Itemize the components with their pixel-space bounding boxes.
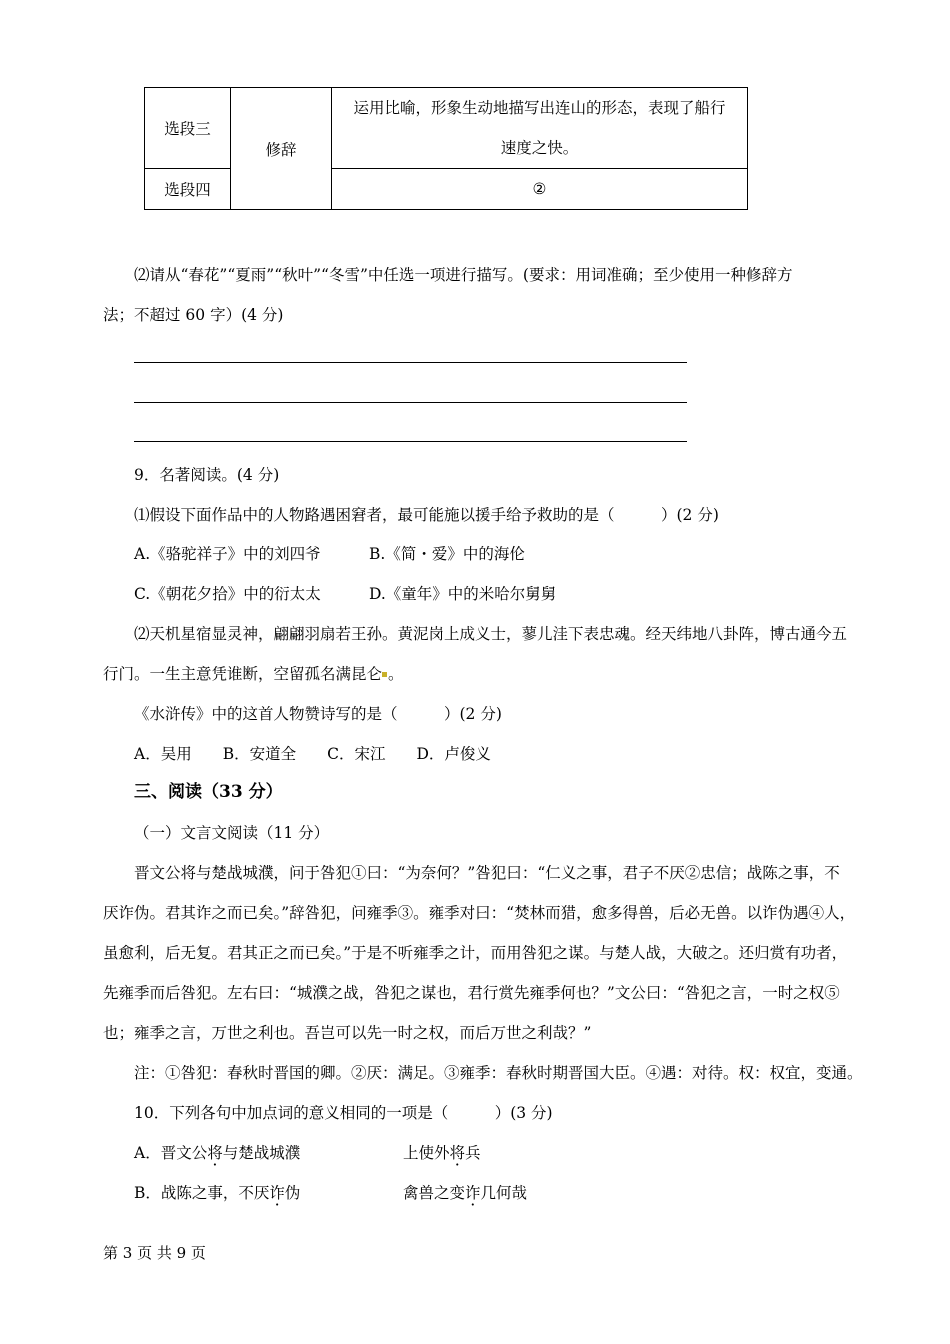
answer-blank-cell: ② [332, 169, 748, 210]
q9-sub2: 《水浒传》中的这首人物赞诗写的是（ ）(2 分) [134, 705, 502, 723]
analysis-line-2: 速度之快。 [500, 139, 579, 157]
analysis-table [144, 87, 748, 210]
analysis-cell [332, 88, 748, 169]
section-3-heading: 三、阅读（33 分） [134, 782, 283, 802]
q10-a2-pre: 上使外 [403, 1144, 450, 1162]
q10-a2-dotted-word: 将 [449, 1144, 466, 1162]
q9-option-d: D.《童年》中的米哈尔舅舅 [369, 585, 557, 603]
q10-option-b-compare [403, 1183, 527, 1203]
page-footer: 第 3 页 共 9 页 [103, 1244, 206, 1262]
segment-three-cell: 选段三 [145, 88, 231, 169]
notes: 注：①咎犯：春秋时晋国的卿。②厌：满足。③雍季：春秋时期晋国大臣。④遇：对待。权：权宜，变通。 [134, 1064, 863, 1082]
poem-line-2 [103, 664, 404, 684]
poem-line-2-text: 行门。一生主意凭谁断，空留孤名满昆仑 [103, 665, 383, 683]
passage-line-5: 也；雍季之言，万世之利也。吾岂可以先一时之权，而后万世之利哉？” [103, 1024, 592, 1042]
q10-title: 10．下列各句中加点词的意义相同的一项是（ ）(3 分) [134, 1104, 553, 1122]
q10-b-dotted-word: 诈 [269, 1184, 285, 1202]
q8-2-prompt-line2: 法；不超过 60 字）(4 分) [103, 306, 284, 324]
answer-line-3[interactable] [134, 441, 687, 442]
q9-choices: A．吴用 B．安道全 C．宋江 D．卢俊义 [134, 745, 491, 763]
answer-line-1[interactable] [134, 362, 687, 363]
q10-b-rest: 伪 [284, 1184, 301, 1202]
answer-line-2[interactable] [134, 402, 687, 403]
segment-four-cell: 选段四 [145, 169, 231, 210]
passage-line-1: 晋文公将与楚战城濮，问于咎犯①曰：“为奈何？”咎犯曰：“仁义之事，君子不厌②忠信；战陈之事，不 [134, 864, 840, 882]
poem-line-2-end: 。 [388, 665, 404, 683]
q10-option-b [134, 1183, 300, 1203]
section-3-subheading: （一）文言文阅读（11 分） [134, 824, 330, 842]
q10-a2-post: 兵 [465, 1144, 481, 1162]
passage-line-4: 先雍季而后咎犯。左右曰：“城濮之战，咎犯之谋也，君行赏先雍季何也？”文公曰：“咎犯之言，一时之权⑤ [103, 984, 840, 1002]
q9-sub1: ⑴假设下面作品中的人物路遇困窘者，最可能施以援手给予救助的是（ ）(2 分) [134, 506, 719, 524]
q10-b2-pre: 禽兽之变 [403, 1184, 466, 1202]
q10-a-label: A．晋文公 [134, 1144, 208, 1162]
category-cell: 修辞 [231, 88, 332, 210]
q9-option-a: A.《骆驼祥子》中的刘四爷 [134, 545, 321, 563]
q10-b2-dotted-word: 诈 [465, 1184, 481, 1202]
analysis-line-1: 运用比喻，形象生动地描写出连山的形态，表现了船行 [353, 99, 726, 117]
q10-option-a [134, 1143, 300, 1163]
poem-line-1: ⑵天机星宿显灵神，翩翩羽扇若王孙。黄泥岗上成义士，蓼儿洼下表忠魂。经天纬地八卦阵，博古通今五 [134, 625, 848, 643]
passage-line-3: 虽愈利，后无复。君其正之而已矣。”于是不听雍季之计，而用咎犯之谋。与楚人战，大破之。还归赏有功者， [103, 944, 848, 962]
q10-a-dotted-word: 将 [207, 1144, 223, 1162]
passage-line-2: 厌诈伪。君其诈之而已矣。”辞咎犯，问雍季③。雍季对曰：“焚林而猎，愈多得兽，后必无兽。以诈伪遇④人， [103, 904, 856, 922]
q10-option-a-compare [403, 1143, 481, 1163]
q10-b2-post: 几何哉 [480, 1184, 528, 1202]
q9-option-c: C.《朝花夕拾》中的衍太太 [134, 585, 321, 603]
q10-b-label: B．战陈之事，不厌 [134, 1184, 270, 1202]
highlight-mark [382, 672, 387, 677]
q8-2-prompt-line1: ⑵请从“春花”“夏雨”“秋叶”“冬雪”中任选一项进行描写。(要求：用词准确；至少使用一种修辞方 [134, 266, 793, 284]
q10-a-rest: 与楚战城濮 [222, 1144, 301, 1162]
q9-title: 9．名著阅读。(4 分) [134, 466, 280, 484]
q9-option-b: B.《简・爱》中的海伦 [369, 545, 525, 563]
